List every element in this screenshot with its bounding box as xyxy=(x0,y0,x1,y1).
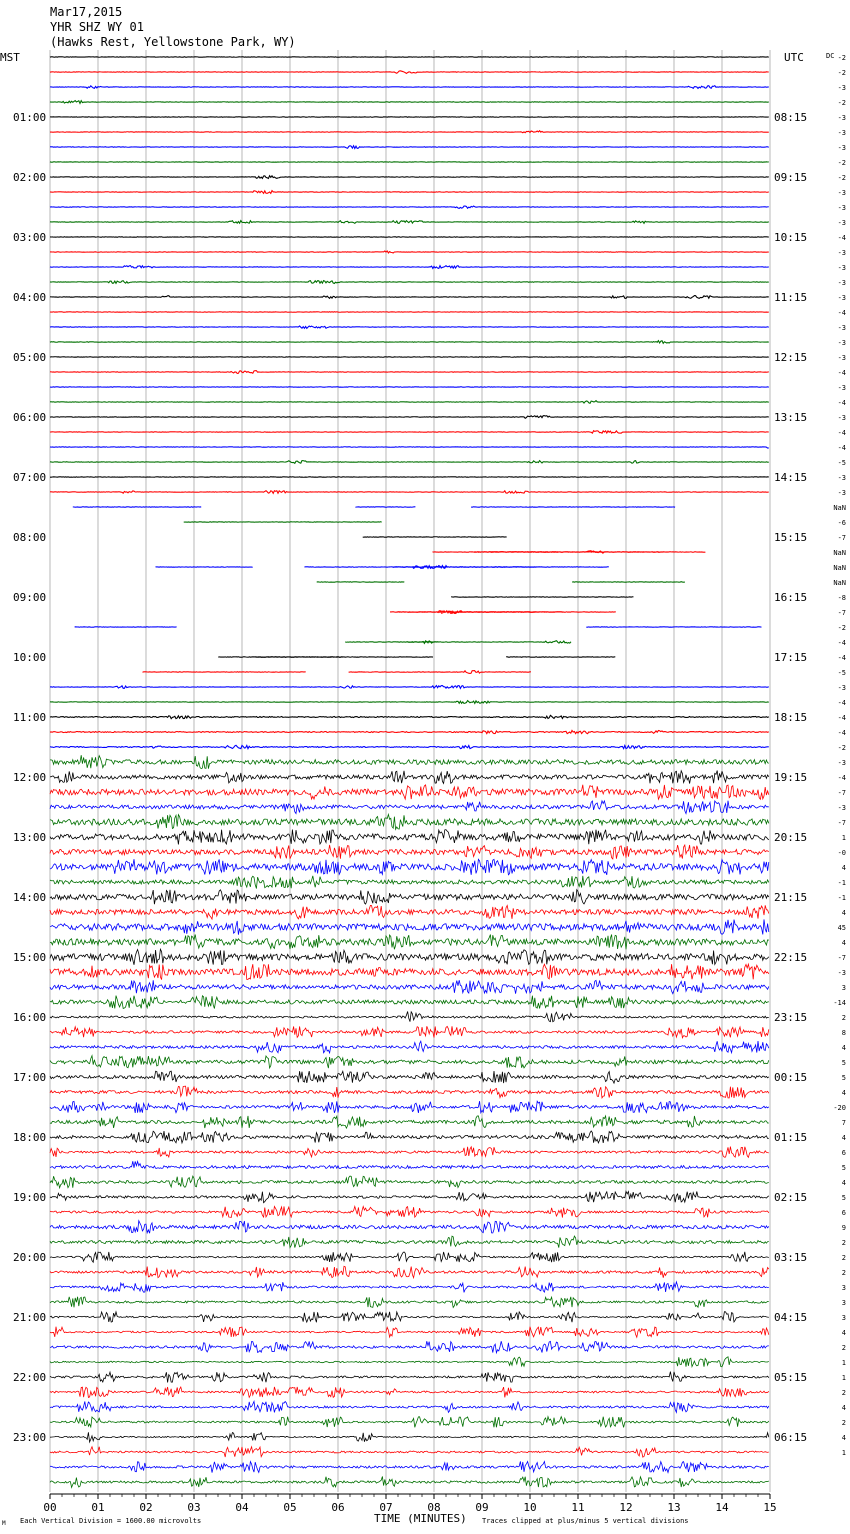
mst-hour-label: 08:00 xyxy=(13,531,47,544)
dc-offset-value: -1 xyxy=(837,894,846,902)
utc-hour-label: 20:15 xyxy=(774,831,808,844)
dc-offset-value: 2 xyxy=(841,1239,846,1247)
trace-row-11-seg-0 xyxy=(50,221,769,224)
trace-row-15-seg-0 xyxy=(50,281,769,284)
trace-row-85-seg-0 xyxy=(50,1327,769,1338)
trace-row-13-seg-0 xyxy=(50,251,769,253)
dc-offset-value: 4 xyxy=(841,1089,846,1097)
x-tick-label: 09 xyxy=(475,1501,489,1514)
utc-hour-label: 09:15 xyxy=(774,171,808,184)
mst-hour-label: 01:00 xyxy=(13,111,47,124)
trace-row-53-seg-0 xyxy=(50,845,769,859)
dc-offset-value: 4 xyxy=(841,1329,846,1337)
trace-row-76-seg-0 xyxy=(50,1191,769,1202)
dc-offset-value: -4 xyxy=(837,699,846,707)
dc-offset-value: 4 xyxy=(841,1434,846,1442)
dc-offset-value: -3 xyxy=(837,759,846,767)
dc-offset-value: 4 xyxy=(841,1179,846,1187)
trace-row-48-seg-0 xyxy=(50,771,769,784)
utc-hour-label: 03:15 xyxy=(774,1251,808,1264)
dc-offset-value: 4 xyxy=(841,1404,846,1412)
x-tick-label: 02 xyxy=(139,1501,153,1514)
x-tick-label: 03 xyxy=(187,1501,201,1514)
trace-row-56-seg-0 xyxy=(50,890,769,904)
dc-offset-value: 2 xyxy=(841,1254,846,1262)
utc-hour-label: 12:15 xyxy=(774,351,808,364)
mst-hour-label: 03:00 xyxy=(13,231,47,244)
dc-offset-value: -4 xyxy=(837,234,846,242)
trace-row-64-seg-0 xyxy=(50,1011,769,1021)
dc-offset-value: -8 xyxy=(837,594,846,602)
dc-offset-value: -3 xyxy=(837,249,846,257)
mst-hour-label: 14:00 xyxy=(13,891,47,904)
trace-row-25-seg-0 xyxy=(50,431,769,433)
dc-offset-value: -4 xyxy=(837,639,846,647)
dc-offset-value: 4 xyxy=(841,1134,846,1142)
trace-row-8-seg-0 xyxy=(50,176,769,179)
trace-row-29-seg-0 xyxy=(50,491,769,494)
dc-offset-value: -3 xyxy=(837,144,846,152)
date-label: Mar17,2015 xyxy=(50,5,123,19)
trace-row-19-seg-0 xyxy=(50,341,769,344)
trace-row-61-seg-0 xyxy=(50,964,769,979)
dc-label: DC xyxy=(826,52,835,60)
dc-offset-value: -4 xyxy=(837,654,846,662)
dc-offset-value: -3 xyxy=(837,684,846,692)
dc-offset-value: 1 xyxy=(841,834,846,842)
x-tick-label: 08 xyxy=(427,1501,441,1514)
dc-offset-value: -3 xyxy=(837,129,846,137)
trace-row-70-seg-0 xyxy=(50,1101,769,1113)
dc-offset-value: -3 xyxy=(837,84,846,92)
trace-row-72-seg-0 xyxy=(50,1131,769,1143)
trace-row-9-seg-0 xyxy=(50,191,769,194)
utc-hour-label: 23:15 xyxy=(774,1011,808,1024)
utc-hour-label: 00:15 xyxy=(774,1071,808,1084)
trace-row-57-seg-0 xyxy=(50,905,769,919)
utc-hour-label: 19:15 xyxy=(774,771,808,784)
mst-hour-label: 22:00 xyxy=(13,1371,47,1384)
x-tick-label: 15 xyxy=(763,1501,777,1514)
trace-row-41-seg-0 xyxy=(349,671,531,674)
dc-offset-value: -4 xyxy=(837,399,846,407)
dc-offset-value: -4 xyxy=(837,774,846,782)
dc-offset-value: -3 xyxy=(837,339,846,347)
trace-row-73-seg-0 xyxy=(50,1147,769,1158)
trace-row-60-seg-0 xyxy=(50,949,769,965)
x-tick-label: 05 xyxy=(283,1501,297,1514)
x-tick-label: 01 xyxy=(91,1501,105,1514)
trace-row-59-seg-0 xyxy=(50,935,769,950)
utc-hour-label: 14:15 xyxy=(774,471,808,484)
dc-offset-value: -7 xyxy=(837,534,846,542)
mst-hour-label: 17:00 xyxy=(13,1071,47,1084)
dc-offset-value: -3 xyxy=(837,279,846,287)
dc-offset-value: -3 xyxy=(837,219,846,227)
dc-offset-value: 2 xyxy=(841,1269,846,1277)
trace-group xyxy=(50,57,769,1488)
x-tick-label: 14 xyxy=(715,1501,729,1514)
station-label: YHR SHZ WY 01 xyxy=(50,20,144,34)
x-tick-label: 00 xyxy=(43,1501,57,1514)
dc-offset-value: 1 xyxy=(841,1449,846,1457)
dc-offset-value: 8 xyxy=(841,1029,846,1037)
trace-row-84-seg-0 xyxy=(50,1312,769,1323)
trace-row-40-seg-2 xyxy=(506,657,615,658)
dc-offset-value: 45 xyxy=(837,924,846,932)
dc-offset-value: -5 xyxy=(837,459,846,467)
utc-hour-label: 02:15 xyxy=(774,1191,808,1204)
dc-offset-value: -3 xyxy=(837,489,846,497)
mst-hour-label: 02:00 xyxy=(13,171,47,184)
dc-offset-value: -3 xyxy=(837,204,846,212)
trace-row-1-seg-0 xyxy=(50,71,769,74)
dc-offset-value: -14 xyxy=(833,999,846,1007)
dc-offset-value: 5 xyxy=(841,1074,846,1082)
trace-row-55-seg-0 xyxy=(50,876,769,889)
trace-row-43-seg-0 xyxy=(50,701,769,704)
dc-offset-value: 6 xyxy=(841,1149,846,1157)
trace-row-54-seg-0 xyxy=(50,859,769,875)
dc-offset-value: -4 xyxy=(837,714,846,722)
mst-hour-label: 04:00 xyxy=(13,291,47,304)
trace-row-20-seg-0 xyxy=(50,357,769,358)
dc-offset-value: -3 xyxy=(837,474,846,482)
dc-offset-value: 3 xyxy=(841,1284,846,1292)
trace-row-33-seg-2 xyxy=(474,552,558,553)
dc-offset-value: 4 xyxy=(841,909,846,917)
dc-offset-value: 2 xyxy=(841,1344,846,1352)
location-label: (Hawks Rest, Yellowstone Park, WY) xyxy=(50,35,296,49)
x-tick-label: 07 xyxy=(379,1501,393,1514)
x-axis xyxy=(43,1494,776,1514)
utc-hour-label: 10:15 xyxy=(774,231,808,244)
dc-offset-value: 3 xyxy=(841,1299,846,1307)
x-tick-label: 04 xyxy=(235,1501,249,1514)
dc-offset-value: -2 xyxy=(837,624,846,632)
dc-offset-value: -1 xyxy=(837,879,846,887)
trace-row-71-seg-0 xyxy=(50,1116,769,1128)
mst-hour-label: 15:00 xyxy=(13,951,47,964)
trace-row-51-seg-0 xyxy=(50,814,769,829)
clip-note: Traces clipped at plus/minus 5 vertical divisions xyxy=(482,1517,689,1525)
mst-hour-label: 05:00 xyxy=(13,351,47,364)
utc-hour-label: 11:15 xyxy=(774,291,808,304)
trace-row-81-seg-0 xyxy=(50,1266,769,1277)
scale-note: Each Vertical Division = 1600.00 microvolts xyxy=(20,1517,202,1525)
mst-hour-label: 10:00 xyxy=(13,651,47,664)
x-tick-label: 06 xyxy=(331,1501,345,1514)
dc-offset-value: 4 xyxy=(841,864,846,872)
trace-row-17-seg-0 xyxy=(50,312,769,313)
dc-offset-value: -7 xyxy=(837,819,846,827)
mst-hour-label: 23:00 xyxy=(13,1431,47,1444)
mst-hour-label: 19:00 xyxy=(13,1191,47,1204)
utc-hour-label: 22:15 xyxy=(774,951,808,964)
trace-row-27-seg-0 xyxy=(50,461,769,464)
dc-offset-value: NaN xyxy=(833,579,846,587)
trace-row-30-seg-0 xyxy=(73,507,201,508)
dc-offset-value: -7 xyxy=(837,954,846,962)
trace-row-66-seg-0 xyxy=(50,1041,769,1053)
trace-row-88-seg-0 xyxy=(50,1372,769,1383)
trace-row-4-seg-0 xyxy=(50,117,769,118)
dc-offset-value: -0 xyxy=(837,849,846,857)
dc-offset-value: 1 xyxy=(841,1359,846,1367)
x-tick-label: 10 xyxy=(523,1501,537,1514)
trace-row-58-seg-0 xyxy=(50,919,769,934)
utc-hour-label: 18:15 xyxy=(774,711,808,724)
dc-offset-value: -2 xyxy=(837,99,846,107)
trace-row-77-seg-0 xyxy=(50,1206,769,1217)
dc-offset-value: NaN xyxy=(833,549,846,557)
dc-offset-value: -4 xyxy=(837,369,846,377)
dc-offset-value: 5 xyxy=(841,1164,846,1172)
utc-hour-label: 04:15 xyxy=(774,1311,808,1324)
trace-row-22-seg-0 xyxy=(50,387,769,388)
x-tick-label: 12 xyxy=(619,1501,633,1514)
dc-offset-value: 2 xyxy=(841,1389,846,1397)
dc-offset-value: 9 xyxy=(841,1224,846,1232)
mst-hour-label: 09:00 xyxy=(13,591,47,604)
mst-hour-label: 21:00 xyxy=(13,1311,47,1324)
trace-row-28-seg-0 xyxy=(50,477,769,478)
dc-offset-value: NaN xyxy=(833,504,846,512)
trace-row-82-seg-0 xyxy=(50,1282,769,1292)
utc-hour-label: 01:15 xyxy=(774,1131,808,1144)
dc-offset-value: -2 xyxy=(837,159,846,167)
trace-row-75-seg-0 xyxy=(50,1176,769,1188)
mst-hour-label: 07:00 xyxy=(13,471,47,484)
trace-row-21-seg-0 xyxy=(50,371,769,374)
dc-offset-value: -3 xyxy=(837,414,846,422)
trace-row-26-seg-0 xyxy=(50,447,769,448)
trace-row-78-seg-0 xyxy=(50,1221,769,1234)
utc-hour-label: 17:15 xyxy=(774,651,808,664)
trace-row-42-seg-0 xyxy=(50,686,769,689)
dc-offset-value: -7 xyxy=(837,609,846,617)
dc-offset-value: -2 xyxy=(837,174,846,182)
trace-row-23-seg-0 xyxy=(50,401,769,404)
trace-row-80-seg-0 xyxy=(50,1252,769,1262)
trace-row-0-seg-0 xyxy=(50,57,769,58)
utc-label: UTC xyxy=(784,51,804,64)
trace-row-38-seg-1 xyxy=(586,627,761,628)
trace-row-93-seg-0 xyxy=(50,1447,769,1457)
utc-hour-label: 21:15 xyxy=(774,891,808,904)
trace-row-14-seg-0 xyxy=(50,266,769,269)
trace-row-52-seg-0 xyxy=(50,830,769,845)
dc-offset-value: -3 xyxy=(837,804,846,812)
trace-row-7-seg-0 xyxy=(50,162,769,163)
trace-row-90-seg-0 xyxy=(50,1401,769,1412)
trace-row-44-seg-0 xyxy=(50,715,769,718)
corner-mark: M xyxy=(2,1520,6,1527)
trace-row-18-seg-0 xyxy=(50,326,769,328)
dc-offset-value: -4 xyxy=(837,309,846,317)
mst-hour-label: 13:00 xyxy=(13,831,47,844)
dc-offset-value: 2 xyxy=(841,1419,846,1427)
dc-offset-value: -4 xyxy=(837,429,846,437)
mst-hour-label: 11:00 xyxy=(13,711,47,724)
utc-hour-label: 06:15 xyxy=(774,1431,808,1444)
trace-row-45-seg-0 xyxy=(50,730,769,733)
trace-row-47-seg-0 xyxy=(50,755,769,768)
dc-offset-value: -6 xyxy=(837,519,846,527)
dc-offset-value: -3 xyxy=(837,294,846,302)
trace-row-50-seg-0 xyxy=(50,801,769,814)
x-tick-label: 13 xyxy=(667,1501,681,1514)
trace-row-37-seg-2 xyxy=(396,611,536,614)
trace-row-69-seg-0 xyxy=(50,1086,769,1098)
trace-row-74-seg-0 xyxy=(50,1161,769,1168)
dc-offset-value: -7 xyxy=(837,789,846,797)
trace-row-67-seg-0 xyxy=(50,1056,769,1068)
trace-row-79-seg-0 xyxy=(50,1236,769,1248)
trace-row-36-seg-0 xyxy=(451,597,633,598)
trace-row-94-seg-0 xyxy=(50,1461,769,1472)
dc-offset-value: 5 xyxy=(841,1059,846,1067)
trace-row-89-seg-0 xyxy=(50,1387,769,1398)
mst-hour-label: 18:00 xyxy=(13,1131,47,1144)
trace-row-95-seg-0 xyxy=(50,1476,769,1487)
dc-offset-values xyxy=(833,54,846,1457)
dc-offset-value: -2 xyxy=(837,54,846,62)
dc-offset-value: -3 xyxy=(837,264,846,272)
dc-offset-value: -3 xyxy=(837,354,846,362)
trace-row-83-seg-0 xyxy=(50,1297,769,1308)
trace-row-46-seg-0 xyxy=(50,745,769,748)
x-axis-title: TIME (MINUTES) xyxy=(374,1512,467,1525)
trace-row-3-seg-0 xyxy=(50,101,769,104)
dc-offset-value: -4 xyxy=(837,444,846,452)
dc-offset-value: 7 xyxy=(841,1119,846,1127)
dc-offset-value: -20 xyxy=(833,1104,846,1112)
trace-row-87-seg-0 xyxy=(50,1357,769,1367)
dc-offset-value: 1 xyxy=(841,1374,846,1382)
trace-row-49-seg-0 xyxy=(50,785,769,800)
trace-row-6-seg-0 xyxy=(50,146,769,149)
dc-offset-value: 6 xyxy=(841,1209,846,1217)
dc-offset-value: -3 xyxy=(837,189,846,197)
trace-row-62-seg-0 xyxy=(50,980,769,993)
mst-hour-label: 20:00 xyxy=(13,1251,47,1264)
dc-offset-value: -5 xyxy=(837,669,846,677)
trace-row-65-seg-0 xyxy=(50,1026,769,1038)
dc-offset-value: 2 xyxy=(841,1014,846,1022)
dc-offset-value: -2 xyxy=(837,744,846,752)
dc-offset-value: 3 xyxy=(841,984,846,992)
mst-hour-label: 16:00 xyxy=(13,1011,47,1024)
mst-hour-label: 06:00 xyxy=(13,411,47,424)
dc-offset-value: -3 xyxy=(837,114,846,122)
trace-row-5-seg-0 xyxy=(50,131,769,133)
trace-row-10-seg-0 xyxy=(50,206,769,208)
trace-row-91-seg-0 xyxy=(50,1417,769,1428)
trace-row-86-seg-0 xyxy=(50,1341,769,1352)
trace-row-30-seg-2 xyxy=(471,507,675,508)
utc-hour-label: 15:15 xyxy=(774,531,808,544)
dc-offset-value: 3 xyxy=(841,1314,846,1322)
dc-offset-value: -3 xyxy=(837,324,846,332)
dc-offset-value: 4 xyxy=(841,1044,846,1052)
trace-row-92-seg-0 xyxy=(50,1432,769,1442)
dc-offset-value: 4 xyxy=(841,939,846,947)
utc-hour-label: 16:15 xyxy=(774,591,808,604)
utc-hour-label: 05:15 xyxy=(774,1371,808,1384)
trace-row-24-seg-0 xyxy=(50,416,769,419)
mst-hour-label: 12:00 xyxy=(13,771,47,784)
dc-offset-value: -2 xyxy=(837,69,846,77)
dc-offset-value: NaN xyxy=(833,564,846,572)
trace-row-2-seg-0 xyxy=(50,86,769,89)
dc-offset-value: 5 xyxy=(841,1194,846,1202)
trace-row-16-seg-0 xyxy=(50,296,769,299)
utc-hour-label: 13:15 xyxy=(774,411,808,424)
trace-row-63-seg-0 xyxy=(50,996,769,1009)
mst-label: MST xyxy=(0,51,20,64)
x-tick-label: 11 xyxy=(571,1501,585,1514)
trace-row-12-seg-0 xyxy=(50,237,769,238)
dc-offset-value: -3 xyxy=(837,384,846,392)
dc-offset-value: -4 xyxy=(837,729,846,737)
trace-row-68-seg-0 xyxy=(50,1071,769,1083)
utc-hour-label: 08:15 xyxy=(774,111,808,124)
dc-offset-value: -3 xyxy=(837,969,846,977)
